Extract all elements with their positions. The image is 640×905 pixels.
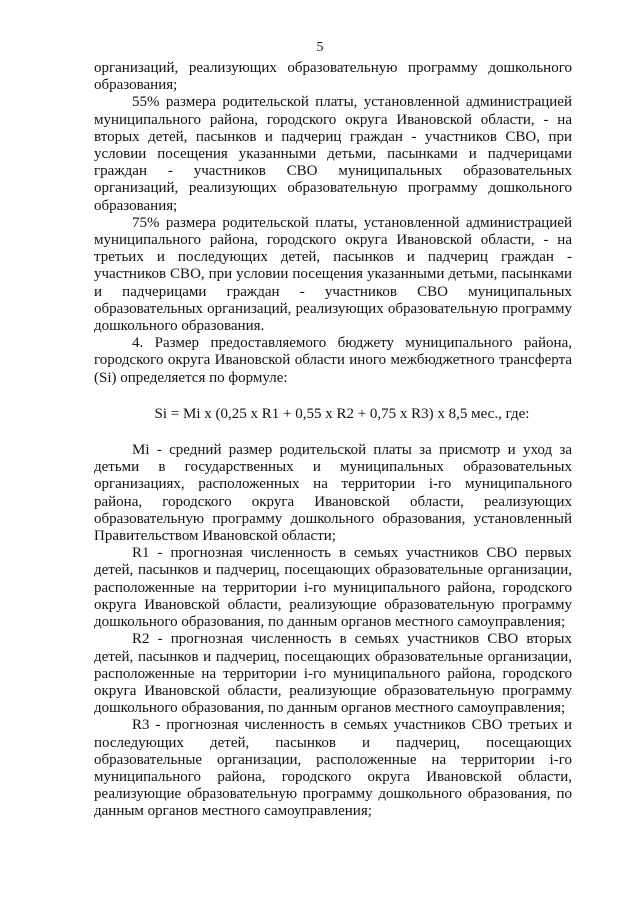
page-number: 5 (316, 40, 324, 55)
paragraph-continuation: организаций, реализующих образовательную программу дошкольного образования; (94, 60, 572, 94)
definition-r2: R2 - прогнозная численность в семьях участников СВО вторых детей, пасынков и падчериц, посещающих образовательные организации, расположенные на территории i-го муниципального района, городского округа Ивановской области, реализующие образовательную программу дошкольного образования, по данным органов местного самоуправления; (94, 631, 572, 717)
paragraph-item-4: 4. Размер предоставляемого бюджету муниципального района, городского округа Ивановской области иного межбюджетного трансферта (Si) определяется по формуле: (94, 335, 572, 386)
document-body (94, 60, 572, 821)
paragraph-55-percent: 55% размера родительской платы, установленной администрацией муниципального района, городского округа Ивановской области, - на вторых детей, пасынков и падчериц граждан - участников СВО, при условии посещения указанными детьми, пасынками и падчерицами граждан - участников СВО муниципальных образовательных организаций, реализующих образовательную программу дошкольного образования; (94, 94, 572, 214)
definition-r1: R1 - прогнозная численность в семьях участников СВО первых детей, пасынков и падчериц, посещающих образовательные организации, расположенные на территории i-го муниципального района, городского округа Ивановской области, реализующие образовательную программу дошкольного образования, по данным органов местного самоуправления; (94, 545, 572, 631)
definition-r3: R3 - прогнозная численность в семьях участников СВО третьих и последующих детей, пасынков и падчериц, посещающих образовательные организации, расположенные на территории i-го муниципального района, городского округа Ивановской области, реализующие образовательную программу дошкольного образования, по данным органов местного самоуправления; (94, 717, 572, 820)
formula: Si = Mi x (0,25 x R1 + 0,55 x R2 + 0,75 x R3) x 8,5 мес., где: (154, 405, 530, 422)
paragraph-75-percent: 75% размера родительской платы, установленной администрацией муниципального района, городского округа Ивановской области, - на третьих и последующих детей, пасынков и падчериц граждан - участников СВО, при условии посещения указанными детьми, пасынками и падчерицами граждан - участников СВО муниципальных образовательных организаций, реализующих образовательную программу дошкольного образования. (94, 214, 572, 335)
definition-mi: Mi - средний размер родительской платы за присмотр и уход за детьми в государственных и муниципальных образовательных организациях, расположенных на территории i-го муниципального района, городского округа Ивановской области, реализующих образовательную программу дошкольного образования, установленный Правительством Ивановской области; (94, 442, 572, 545)
